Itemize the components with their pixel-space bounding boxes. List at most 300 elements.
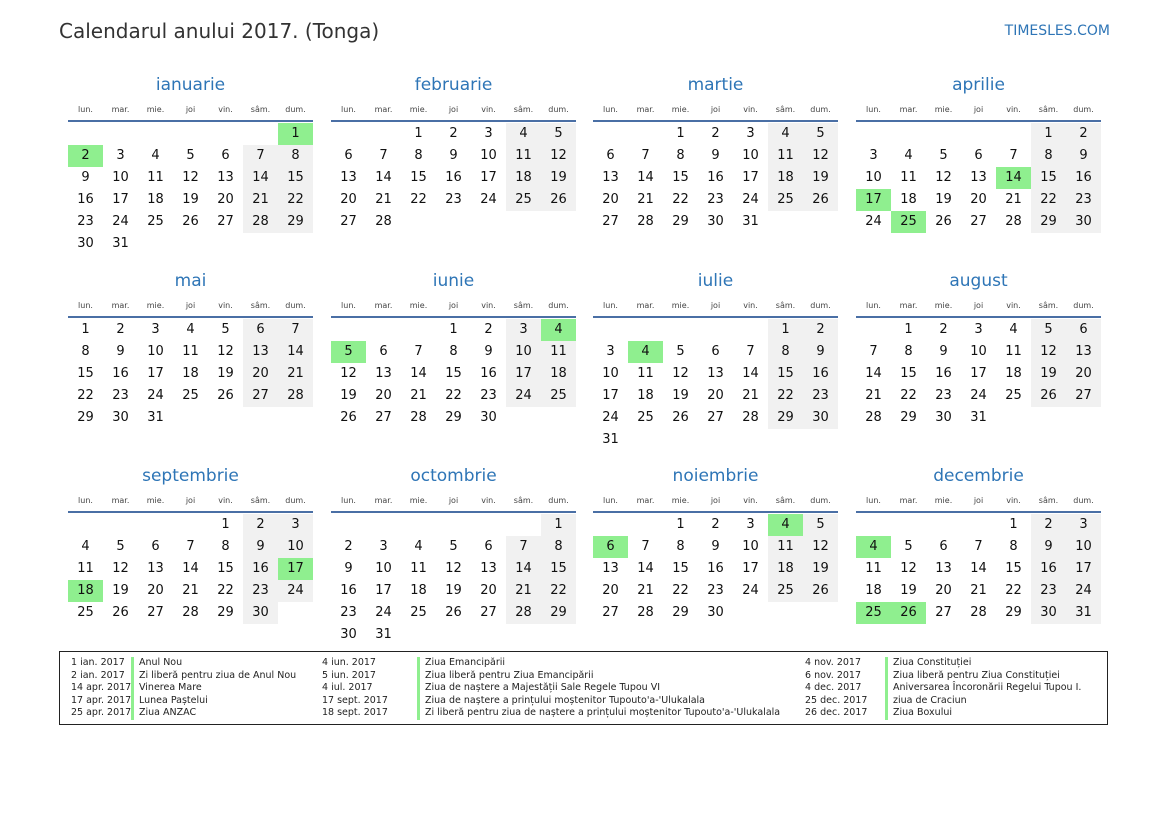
month-februarie [331,74,576,233]
day-cell: 10 [112,170,129,185]
day-cell: 12 [935,170,952,185]
holiday-day-cell: 5 [331,341,366,363]
day-cell: 20 [243,363,278,385]
day-cell: 12 [541,145,576,167]
month-mai [68,270,313,429]
day-cell: 1 [541,514,576,536]
day-cell: 20 [375,388,392,403]
day-grid [331,514,576,646]
weekday-label: vin. [743,105,758,114]
empty-cell [331,319,366,341]
day-cell: 20 [217,192,234,207]
day-cell: 15 [1005,561,1022,576]
day-cell: 22 [278,189,313,211]
empty-cell [628,123,663,145]
day-cell: 22 [1005,583,1022,598]
day-cell: 29 [672,605,689,620]
weekday-label: lun. [78,105,93,114]
day-cell: 14 [375,170,392,185]
legend-item [71,695,296,708]
weekday-label: dum. [548,496,569,505]
weekday-label: joi [973,496,984,505]
month-decembrie [856,465,1101,624]
month-name: aprilie [952,75,1005,95]
weekday-label: sâm. [250,301,271,310]
weekday-label: dum. [285,105,306,114]
day-cell: 18 [506,167,541,189]
day-cell: 3 [506,319,541,341]
day-cell: 19 [672,388,689,403]
weekday-label: vin. [481,496,496,505]
day-cell: 5 [221,322,230,337]
legend-holiday-name: Ziua liberă pentru Ziua Emancipării [417,670,594,683]
day-cell: 27 [480,605,497,620]
day-cell: 14 [865,366,882,381]
site-link[interactable]: TIMESLES.COM [1004,23,1110,39]
day-cell: 16 [1031,558,1066,580]
day-cell: 4 [81,539,90,554]
day-cell: 30 [480,410,497,425]
legend-holiday-name: Ziua Boxului [885,707,952,720]
day-cell: 14 [970,561,987,576]
day-cell: 12 [900,561,917,576]
weekday-label: mar. [636,301,655,310]
day-cell: 5 [541,123,576,145]
day-cell: 14 [182,561,199,576]
holiday-day-cell: 1 [278,123,313,145]
day-cell: 7 [641,148,650,163]
day-cell: 3 [746,517,755,532]
weekday-header [331,491,576,513]
day-cell: 19 [541,167,576,189]
day-cell: 10 [147,344,164,359]
day-cell: 12 [217,344,234,359]
day-cell: 20 [970,192,987,207]
empty-cell [593,319,628,341]
day-cell: 29 [217,605,234,620]
day-cell: 4 [768,123,803,145]
day-cell: 9 [1066,145,1101,167]
weekday-label: mie. [409,496,428,505]
day-cell: 8 [676,148,685,163]
day-cell: 3 [379,539,388,554]
weekday-label: sâm. [775,496,796,505]
day-cell: 13 [1066,341,1101,363]
empty-cell [961,123,996,145]
day-cell: 25 [147,214,164,229]
legend-date: 5 iun. 2017 [322,669,376,681]
weekday-label: dum. [285,496,306,505]
empty-cell [68,123,103,145]
day-cell: 12 [1031,341,1066,363]
day-cell: 10 [742,539,759,554]
day-cell: 15 [900,366,917,381]
day-cell: 24 [480,192,497,207]
day-cell: 15 [217,561,234,576]
weekday-label: sâm. [513,301,534,310]
day-cell: 10 [865,170,882,185]
day-cell: 18 [865,583,882,598]
day-cell: 9 [484,344,493,359]
weekday-label: joi [973,105,984,114]
day-cell: 28 [375,214,392,229]
day-cell: 4 [506,123,541,145]
legend-date: 17 sept. 2017 [322,694,388,706]
day-cell: 14 [243,167,278,189]
day-cell: 30 [112,410,129,425]
empty-cell [593,123,628,145]
day-cell: 27 [217,214,234,229]
day-cell: 14 [637,561,654,576]
month-name: ianuarie [155,75,226,95]
day-cell: 15 [410,170,427,185]
day-cell: 22 [1031,189,1066,211]
day-cell: 10 [278,536,313,558]
day-cell: 2 [939,322,948,337]
day-cell: 18 [900,192,917,207]
day-cell: 17 [147,366,164,381]
day-cell: 19 [803,167,838,189]
day-cell: 18 [1005,366,1022,381]
day-cell: 16 [340,583,357,598]
weekday-label: joi [448,105,459,114]
empty-cell [331,514,366,536]
day-cell: 1 [449,322,458,337]
day-cell: 23 [1066,189,1101,211]
legend-item [322,707,780,720]
legend-column [71,657,296,720]
month-iunie [331,270,576,429]
day-cell: 26 [672,410,689,425]
day-cell: 31 [147,410,164,425]
day-cell: 13 [375,366,392,381]
day-cell: 22 [77,388,94,403]
day-cell: 6 [606,148,615,163]
weekday-label: mar. [111,105,130,114]
day-cell: 7 [974,539,983,554]
day-cell: 11 [182,344,199,359]
weekday-label: lun. [78,301,93,310]
weekday-label: joi [185,105,196,114]
weekday-header [856,100,1101,122]
legend-date: 26 dec. 2017 [805,707,868,718]
weekday-label: lun. [78,496,93,505]
day-cell: 17 [506,363,541,385]
legend-column [805,657,1081,720]
day-cell: 15 [278,167,313,189]
day-cell: 15 [541,558,576,580]
day-cell: 20 [1066,363,1101,385]
legend-item [71,670,296,683]
day-cell: 13 [147,561,164,576]
day-cell: 19 [112,583,129,598]
day-cell: 2 [711,517,720,532]
day-cell: 5 [939,148,948,163]
day-cell: 16 [77,192,94,207]
day-cell: 16 [935,366,952,381]
day-cell: 20 [935,583,952,598]
day-cell: 7 [869,344,878,359]
weekday-label: sâm. [513,496,534,505]
day-cell: 5 [186,148,195,163]
day-cell: 10 [375,561,392,576]
weekday-label: lun. [341,496,356,505]
day-cell: 23 [340,605,357,620]
day-cell: 16 [243,558,278,580]
legend-item [322,670,780,683]
empty-cell [593,514,628,536]
weekday-label: joi [710,301,721,310]
day-grid [331,319,576,429]
holiday-day-cell: 4 [628,341,663,363]
empty-cell [173,514,208,536]
weekday-label: mie. [146,301,165,310]
day-cell: 29 [1005,605,1022,620]
day-cell: 9 [711,148,720,163]
weekday-label: vin. [743,496,758,505]
day-cell: 25 [77,605,94,620]
legend-item [805,707,1081,720]
day-cell: 25 [506,189,541,211]
day-grid [68,319,313,429]
weekday-label: mie. [409,301,428,310]
day-cell: 28 [970,605,987,620]
legend-date: 14 apr. 2017 [71,682,132,693]
day-cell: 3 [1066,514,1101,536]
day-cell: 12 [803,145,838,167]
holiday-day-cell: 4 [541,319,576,341]
day-cell: 12 [445,561,462,576]
day-cell: 26 [541,189,576,211]
weekday-label: vin. [1006,496,1021,505]
holiday-day-cell: 2 [68,145,103,167]
day-cell: 7 [243,145,278,167]
day-cell: 22 [217,583,234,598]
weekday-label: mie. [671,105,690,114]
empty-cell [961,514,996,536]
day-cell: 11 [637,366,654,381]
day-cell: 5 [676,344,685,359]
day-cell: 28 [278,385,313,407]
day-cell: 15 [445,366,462,381]
legend-item [805,695,1081,708]
day-cell: 29 [445,410,462,425]
day-cell: 13 [217,170,234,185]
weekday-label: mar. [374,105,393,114]
day-grid [856,514,1101,624]
day-cell: 3 [869,148,878,163]
day-cell: 9 [939,344,948,359]
day-cell: 2 [449,126,458,141]
day-cell: 21 [278,363,313,385]
legend-item [322,695,780,708]
weekday-label: mar. [899,496,918,505]
holiday-day-cell: 6 [593,536,628,558]
day-cell: 25 [637,410,654,425]
legend-date: 25 dec. 2017 [805,694,868,706]
legend-holiday-name: Lunea Paștelui [131,695,208,708]
day-cell: 1 [1031,123,1066,145]
day-cell: 5 [803,514,838,536]
empty-cell [366,319,401,341]
weekday-label: joi [448,496,459,505]
empty-cell [733,319,768,341]
day-cell: 21 [637,192,654,207]
day-cell: 17 [1066,558,1101,580]
empty-cell [173,123,208,145]
weekday-label: lun. [603,105,618,114]
day-cell: 17 [375,583,392,598]
day-cell: 18 [768,167,803,189]
day-cell: 20 [340,192,357,207]
day-cell: 26 [445,605,462,620]
day-cell: 12 [112,561,129,576]
holiday-day-cell: 4 [856,536,891,558]
month-name: octombrie [410,466,497,486]
day-cell: 24 [1066,580,1101,602]
day-cell: 5 [803,123,838,145]
day-cell: 24 [742,192,759,207]
weekday-label: mar. [111,301,130,310]
day-cell: 22 [541,580,576,602]
day-cell: 30 [1031,602,1066,624]
day-cell: 5 [1031,319,1066,341]
day-cell: 19 [340,388,357,403]
weekday-label: vin. [481,105,496,114]
legend-item [805,657,1081,670]
legend-date: 4 dec. 2017 [805,682,862,693]
day-cell: 18 [147,192,164,207]
day-cell: 10 [970,344,987,359]
day-cell: 9 [344,561,353,576]
day-cell: 11 [410,561,427,576]
day-cell: 6 [221,148,230,163]
day-cell: 14 [742,366,759,381]
day-cell: 15 [672,561,689,576]
day-cell: 16 [445,170,462,185]
day-cell: 1 [676,517,685,532]
day-cell: 9 [81,170,90,185]
day-cell: 23 [935,388,952,403]
weekday-label: sâm. [250,105,271,114]
weekday-label: lun. [603,496,618,505]
day-cell: 30 [707,605,724,620]
weekday-header [68,296,313,318]
legend-holiday-name: Zi liberă pentru ziua de naștere a prințului moștenitor Tupouto'a-'Ulukalala [417,707,780,720]
weekday-label: lun. [603,301,618,310]
day-cell: 24 [147,388,164,403]
day-cell: 29 [278,211,313,233]
weekday-label: vin. [481,301,496,310]
weekday-label: mie. [934,496,953,505]
day-cell: 3 [606,344,615,359]
weekday-label: mie. [146,105,165,114]
day-cell: 23 [243,580,278,602]
weekday-label: mar. [636,496,655,505]
day-cell: 11 [768,145,803,167]
day-cell: 27 [707,410,724,425]
weekday-label: vin. [1006,105,1021,114]
day-cell: 28 [742,410,759,425]
day-cell: 21 [182,583,199,598]
day-cell: 18 [768,558,803,580]
legend-item [71,707,296,720]
day-cell: 11 [900,170,917,185]
day-cell: 12 [803,536,838,558]
day-cell: 16 [707,561,724,576]
month-name: decembrie [933,466,1024,486]
month-name: mai [174,271,207,291]
day-cell: 8 [221,539,230,554]
day-cell: 24 [865,214,882,229]
month-name: august [949,271,1008,291]
weekday-label: mar. [374,301,393,310]
empty-cell [891,514,926,536]
day-cell: 1 [768,319,803,341]
holiday-day-cell: 17 [856,189,891,211]
day-cell: 26 [803,189,838,211]
day-cell: 11 [506,145,541,167]
day-cell: 9 [803,341,838,363]
legend-item [805,682,1081,695]
weekday-header [593,491,838,513]
day-cell: 2 [116,322,125,337]
day-cell: 3 [484,126,493,141]
legend-item [322,657,780,670]
empty-cell [208,123,243,145]
weekday-label: lun. [341,105,356,114]
day-cell: 24 [375,605,392,620]
weekday-label: vin. [218,301,233,310]
empty-cell [628,319,663,341]
day-cell: 6 [243,319,278,341]
day-cell: 28 [1005,214,1022,229]
day-cell: 16 [803,363,838,385]
day-cell: 28 [410,410,427,425]
day-cell: 25 [1005,388,1022,403]
legend-holiday-name: Vinerea Mare [131,682,202,695]
day-cell: 11 [77,561,94,576]
holiday-day-cell: 25 [856,602,891,624]
day-cell: 13 [340,170,357,185]
day-cell: 28 [243,211,278,233]
day-cell: 19 [900,583,917,598]
empty-cell [366,514,401,536]
day-cell: 2 [711,126,720,141]
day-cell: 4 [186,322,195,337]
month-name: februarie [414,75,493,95]
day-cell: 8 [278,145,313,167]
weekday-label: sâm. [513,105,534,114]
day-cell: 29 [1031,211,1066,233]
day-cell: 2 [803,319,838,341]
weekday-label: mie. [934,105,953,114]
weekday-label: mie. [671,496,690,505]
day-cell: 16 [112,366,129,381]
weekday-label: dum. [1073,496,1094,505]
day-cell: 26 [803,580,838,602]
empty-cell [663,319,698,341]
day-cell: 25 [541,385,576,407]
empty-cell [138,514,173,536]
day-cell: 9 [449,148,458,163]
empty-cell [628,514,663,536]
month-ianuarie [68,74,313,255]
day-cell: 21 [970,583,987,598]
day-cell: 11 [147,170,164,185]
day-cell: 3 [116,148,125,163]
weekday-label: sâm. [1038,105,1059,114]
